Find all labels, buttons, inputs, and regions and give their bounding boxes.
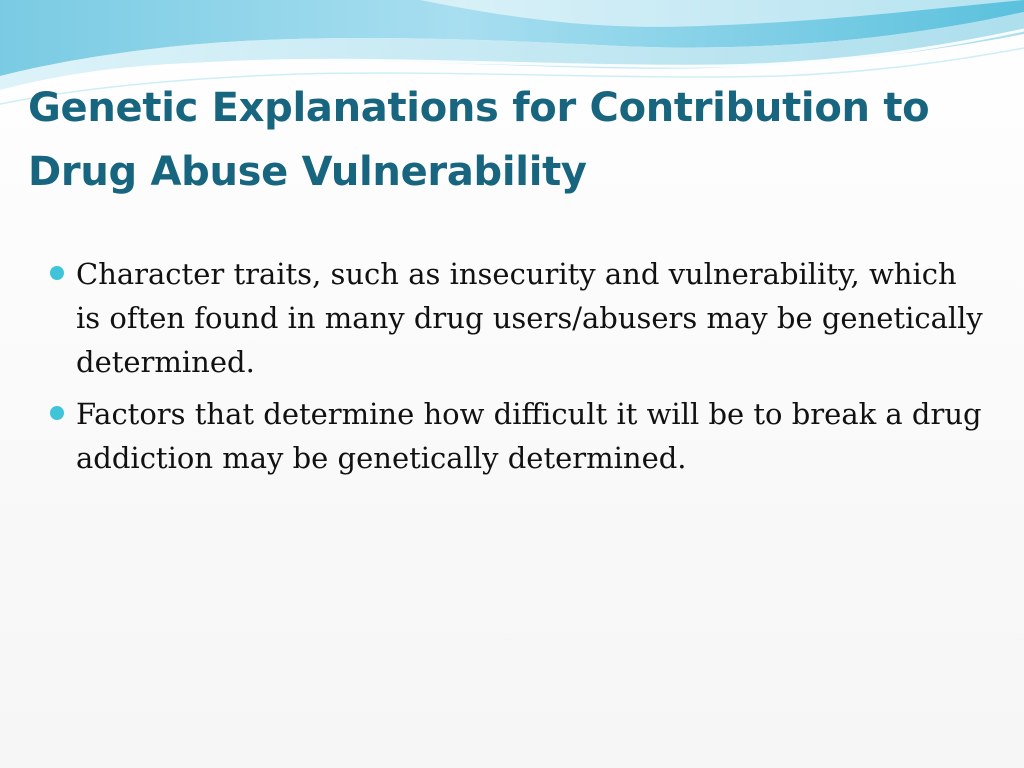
bullet-dot-icon <box>50 266 64 280</box>
bullet-item <box>48 252 988 384</box>
slide-title: Genetic Explanations for Contribution to Drug Abuse Vulnerability <box>28 85 930 195</box>
bullet-item <box>48 392 988 480</box>
bullet-text: Character traits, such as insecurity and vulnerability, which is often found in many drug users/abusers may be genetically determined. <box>76 257 983 379</box>
bullet-list <box>48 252 988 488</box>
bullet-dot-icon <box>50 406 64 420</box>
bullet-text: Factors that determine how difficult it will be to break a drug addiction may be genetically determined. <box>76 397 982 475</box>
